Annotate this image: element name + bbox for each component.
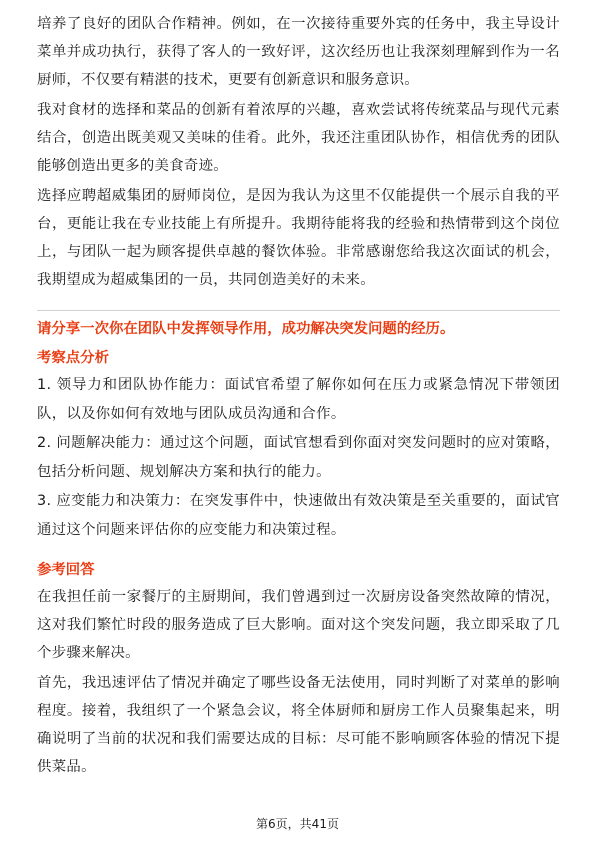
answer-paragraph-1: 在我担任前一家餐厅的主厨期间，我们曾遇到过一次厨房设备突然故障的情况，这对我们繁忙时段的服务造成了巨大影响。面对这个突发问题，我立即采取了几个步骤来解决。 — [37, 589, 560, 661]
intro-paragraph-3: 选择应聘超威集团的厨师岗位，是因为我认为这里不仅能提供一个展示自我的平台，更能让我在专业技能上有所提升。我期待能将我的经验和热情带到这个岗位上，与团队一起为顾客提供卓越的餐饮体验。非常感谢您给我这次面试的机会，我期望成为超威集团的一员，共同创造美好的未来。 — [37, 188, 560, 288]
section-divider — [37, 310, 560, 311]
document-page — [37, 10, 560, 781]
intro-paragraph-1: 培养了良好的团队合作精神。例如，在一次接待重要外宾的任务中，我主导设计菜单并成功执行，获得了客人的一致好评，这次经历也让我深刻理解到作为一名厨师，不仅要有精湛的技术，更要有创新意识和服务意识。 — [37, 16, 560, 88]
analysis-heading: 考察点分析 — [37, 350, 109, 366]
interview-question: 请分享一次你在团队中发挥领导作用，成功解决突发问题的经历。 — [37, 321, 455, 337]
analysis-item-1: 1. 领导力和团队协作能力：面试官希望了解你如何在压力或紧急情况下带领团队，以及你如何有效地与团队成员沟通和合作。 — [37, 377, 560, 422]
intro-paragraph-2: 我对食材的选择和菜品的创新有着浓厚的兴趣，喜欢尝试将传统菜品与现代元素结合，创造出既美观又美味的佳肴。此外，我还注重团队协作，相信优秀的团队能够创造出更多的美食奇迹。 — [37, 102, 560, 174]
page-number-footer: 第6页，共41页 — [256, 817, 339, 831]
analysis-item-3: 3. 应变能力和决策力：在突发事件中，快速做出有效决策是至关重要的，面试官通过这个问题来评估你的应变能力和决策过程。 — [37, 493, 560, 538]
answer-paragraph-2: 首先，我迅速评估了情况并确定了哪些设备无法使用，同时判断了对菜单的影响程度。接着，我组织了一个紧急会议，将全体厨师和厨房工作人员聚集起来，明确说明了当前的状况和我们需要达成的目标：尽可能不影响顾客体验的情况下提供菜品。 — [37, 675, 560, 775]
analysis-item-2: 2. 问题解决能力：通过这个问题，面试官想看到你面对突发问题时的应对策略，包括分析问题、规划解决方案和执行的能力。 — [37, 435, 560, 480]
answer-heading: 参考回答 — [37, 562, 95, 578]
